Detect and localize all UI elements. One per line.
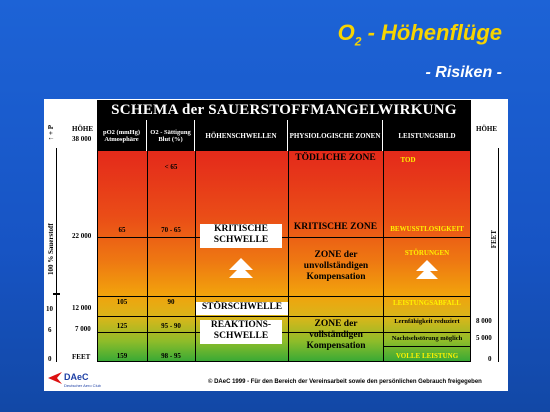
copyright-footer: © DAeC 1999 - Für den Bereich der Vereinsarbeit sowie den persönlichen Gebrauch freigegeben	[208, 379, 482, 385]
leistung-voll: VOLLE LEISTUNG	[395, 352, 459, 360]
row-line-12000	[97, 296, 471, 297]
logo-subtext: Deutscher Aero Club	[64, 383, 101, 388]
chart-title: SCHEMA der SAUERSTOFFMANGELWIRKUNG	[97, 100, 471, 120]
daec-logo	[48, 372, 101, 389]
zone-toedlich: TÖDLICHE ZONE	[295, 153, 376, 163]
logo-text: DAeC	[64, 372, 89, 382]
sat-98-95: 98 - 95	[161, 352, 181, 360]
zone-vollstaendig: ZONE der vollständigen Kompensation	[306, 319, 366, 351]
arrow-up-icon-1	[227, 256, 255, 282]
header-saturation: O2 - Sättigung Blut (%)	[147, 120, 195, 151]
rtick-0: 0	[488, 355, 492, 363]
right-axis-line	[498, 148, 499, 362]
tick-feet: FEET	[72, 353, 91, 361]
title-o: O	[337, 20, 355, 45]
rtick-5000: 5 000	[476, 334, 492, 342]
tick-7000: 7 000	[75, 325, 91, 333]
po2-159: 159	[116, 352, 128, 360]
tick-22000: 22 000	[72, 232, 92, 240]
row-line-7000	[97, 332, 471, 333]
leistung-tod: TOD	[400, 156, 416, 164]
left-axis-line	[56, 148, 57, 362]
rtick-8000: 8 000	[476, 317, 492, 325]
header-leistung: LEISTUNGSBILD	[383, 120, 471, 151]
left-axis-marker-up	[53, 290, 60, 295]
left-axis-hoehe: HÖHE	[72, 125, 94, 133]
eagle-icon	[48, 372, 62, 384]
po2-125: 125	[116, 322, 128, 330]
po2-65: 65	[118, 226, 126, 234]
leistung-nachtsehen: Nachtsehstörung möglich	[391, 335, 463, 342]
divider-1	[147, 151, 148, 362]
sat-lt65: < 65	[164, 163, 178, 171]
header-zonen: PHYSIOLOGISCHE ZONEN	[288, 120, 383, 151]
zone-unvollstaendig: ZONE der unvollständigen Kompensation	[303, 250, 369, 282]
header-po2: pO2 (mmHg) Atmosphäre	[97, 120, 147, 151]
tick-num-6: 6	[48, 326, 52, 334]
tick-num-10: 10	[46, 305, 53, 313]
leistung-abfall: LEISTUNGSABFALL	[393, 299, 461, 307]
left-axis-oxygen-label: 100 % Sauerstoff	[47, 223, 55, 275]
tick-12000: 12 000	[72, 304, 92, 312]
kritische-schwelle: KRITISCHE SCHWELLE	[200, 224, 282, 248]
divider-3	[288, 151, 289, 362]
zone-kritisch: KRITISCHE ZONE	[293, 222, 378, 232]
po2-105: 105	[116, 298, 128, 306]
slide-title	[338, 20, 502, 48]
sat-95-90: 95 - 90	[161, 322, 181, 330]
leistung-lernfaehigkeit: Lernfähigkeit reduziert	[394, 318, 460, 325]
title-sub: 2	[354, 34, 362, 49]
tick-num-0: 0	[48, 355, 52, 363]
row-line-22000	[97, 237, 471, 238]
leistung-bewusstlos: BEWUSSTLOSIGKEIT	[390, 225, 464, 233]
right-axis-feet: FEET	[490, 230, 498, 249]
row-line-nacht	[383, 346, 471, 347]
sat-90: 90	[167, 298, 175, 306]
right-axis-hoehe: HÖHE	[476, 125, 498, 133]
divider-2	[195, 151, 196, 362]
slide-subtitle: - Risiken -	[425, 64, 502, 81]
row-line-stoer	[97, 316, 471, 317]
header-schwellen: HÖHENSCHWELLEN	[195, 120, 288, 151]
reaktionsschwelle: REAKTIONS-SCHWELLE	[200, 320, 282, 344]
arrow-up-icon-2	[414, 258, 440, 282]
tick-38000: 38 000	[72, 135, 92, 143]
stoerschwelle: STÖRSCHWELLE	[196, 302, 288, 315]
left-axis-pressure: ↑ + P	[47, 125, 55, 141]
title-rest: - Höhenflüge	[361, 20, 502, 45]
sat-70-65: 70 - 65	[161, 226, 181, 234]
leistung-stoerungen: STÖRUNGEN	[404, 249, 450, 257]
